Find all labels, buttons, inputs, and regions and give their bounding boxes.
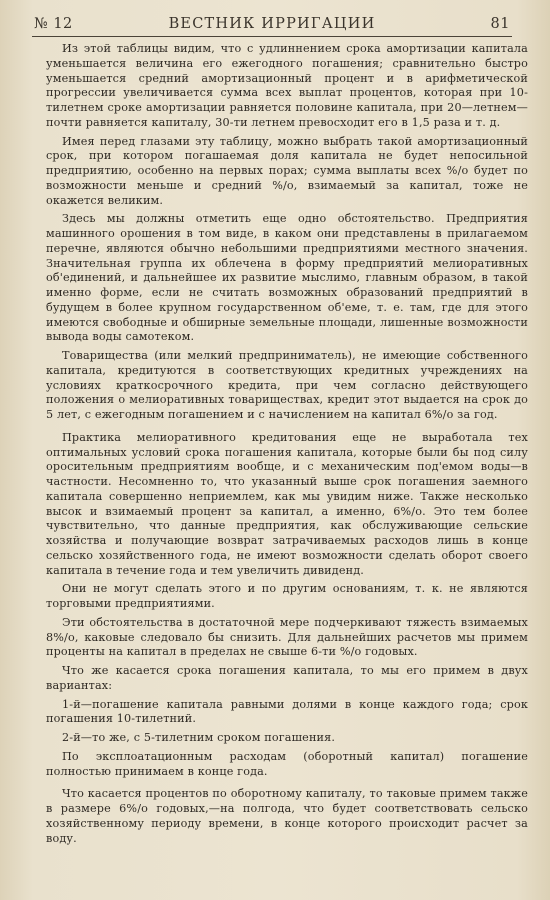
page-number: 81 (490, 16, 510, 32)
paragraph: 2-й—то же, с 5-тилетним сроком погашения. (62, 731, 336, 744)
paragraph: Из этой таблицы видим, что с удлиннением срока амортизации капитала уменьшается величина его ежегодного погашения; сравнительно быстро уменьшается средний амортизационный процент и в арифметической прогрессии увеличивается сумма всех выплат процентов, которая при 10-тилетнем сроке амортизации равняется половине капитала, при 20—летнем—почти равняется капиталу, 30-ти летнем превосходит его в 1,5 раза и т. д. (46, 42, 528, 129)
paragraph: 1-й—погашение капитала равными долями в конце каждого года; срок погашения 10-тилетний. (46, 697, 528, 726)
header-rule (32, 36, 512, 37)
issue-number: № 12 (34, 16, 73, 32)
paragraph: Что касается процентов по оборотному капиталу, то таковые примем также в размере 6%/о годовых,—на полгода, что будет соответствовать сельско хозяйственному периоду времени, в конце которого происходит расчет за воду. (46, 787, 528, 845)
paragraph: По эксплоатационным расходам (оборотный капитал) погашение полностью принимаем в конце года. (46, 749, 528, 778)
paragraph: Эти обстоятельства в достаточной мере подчеркивают тяжесть взимаемых 8%/о, каковые следовало бы снизить. Для дальнейших расчетов мы примем проценты на капитал в пределах не свыше 6-ти %/о годовых. (46, 615, 528, 659)
paragraph: Они не могут сделать этого и по другим основаниям, т. к. не являются торговыми предприятиями. (46, 582, 528, 610)
paragraph: Практика мелиоративного кредитования еще не выработала тех оптимальных условий срока погашения капитала, которые были бы под силу оросительным предприятиям вообще, и с механическим под'емом воды—в частности. Несомненно то, что указанный выше срок погашения заемного капитала совершенно неприемлем, как мы увидим ниже. Также несколько высок и взимаемый процент за капитал, а именно, 6%/о. Это тем более чувствительно, что данные предприятия, как обслуживающие сельские хозяйства и получающие возврат затрачиваемых расходов лишь в конце сельско хозяйственного года, не имеют возможности сделать оборот своего капитала в течение года и тем увеличить дивиденд. (46, 430, 528, 577)
running-header (34, 12, 510, 36)
paragraph: Что же касается срока погашения капитала, то мы его примем в двух вариантах: (46, 664, 528, 692)
body-text (46, 42, 528, 850)
paragraph: Имея перед глазами эту таблицу, можно выбрать такой амортизационный срок, при котором погашаемая доля капитала не будет непосильной предприятию, особенно на первых порах; сумма выплаты всех %/о будет по возможности меньше и средний %/о, взимаемый за капитал, тоже не окажется великим. (46, 134, 528, 207)
journal-title: ВЕСТНИК ИРРИГАЦИИ (168, 16, 376, 32)
paragraph: Товарищества (или мелкий предприниматель), не имеющие собственного капитала, кредитуются в соответствующих кредитных учреждениях на условиях краткосрочного кредита, при чем согласно действующего положения о мелиоративных товариществах, кредит этот выдается на срок до 5 лет, с ежегодным погашением и с начислением на капитал 6%/о за год. (46, 349, 528, 421)
paragraph: Здесь мы должны отметить еще одно обстоятельство. Предприятия машинного орошения в том виде, в каком они представлены в прилагаемом перечне, являются обычно небольшими предприятиями местного значения. Значительная группа их облечена в форму предприятий мелиоративных об'единений, и дальнейшее их развитие мыслимо, главным образом, в такой именно форме, если не считать возможных образований предприятий в будущем в более крупном государственном об'еме, т. е. там, где для этого имеются свободные и обширные земельные площади, лишенные возможности вывода воды самотеком. (46, 212, 528, 344)
